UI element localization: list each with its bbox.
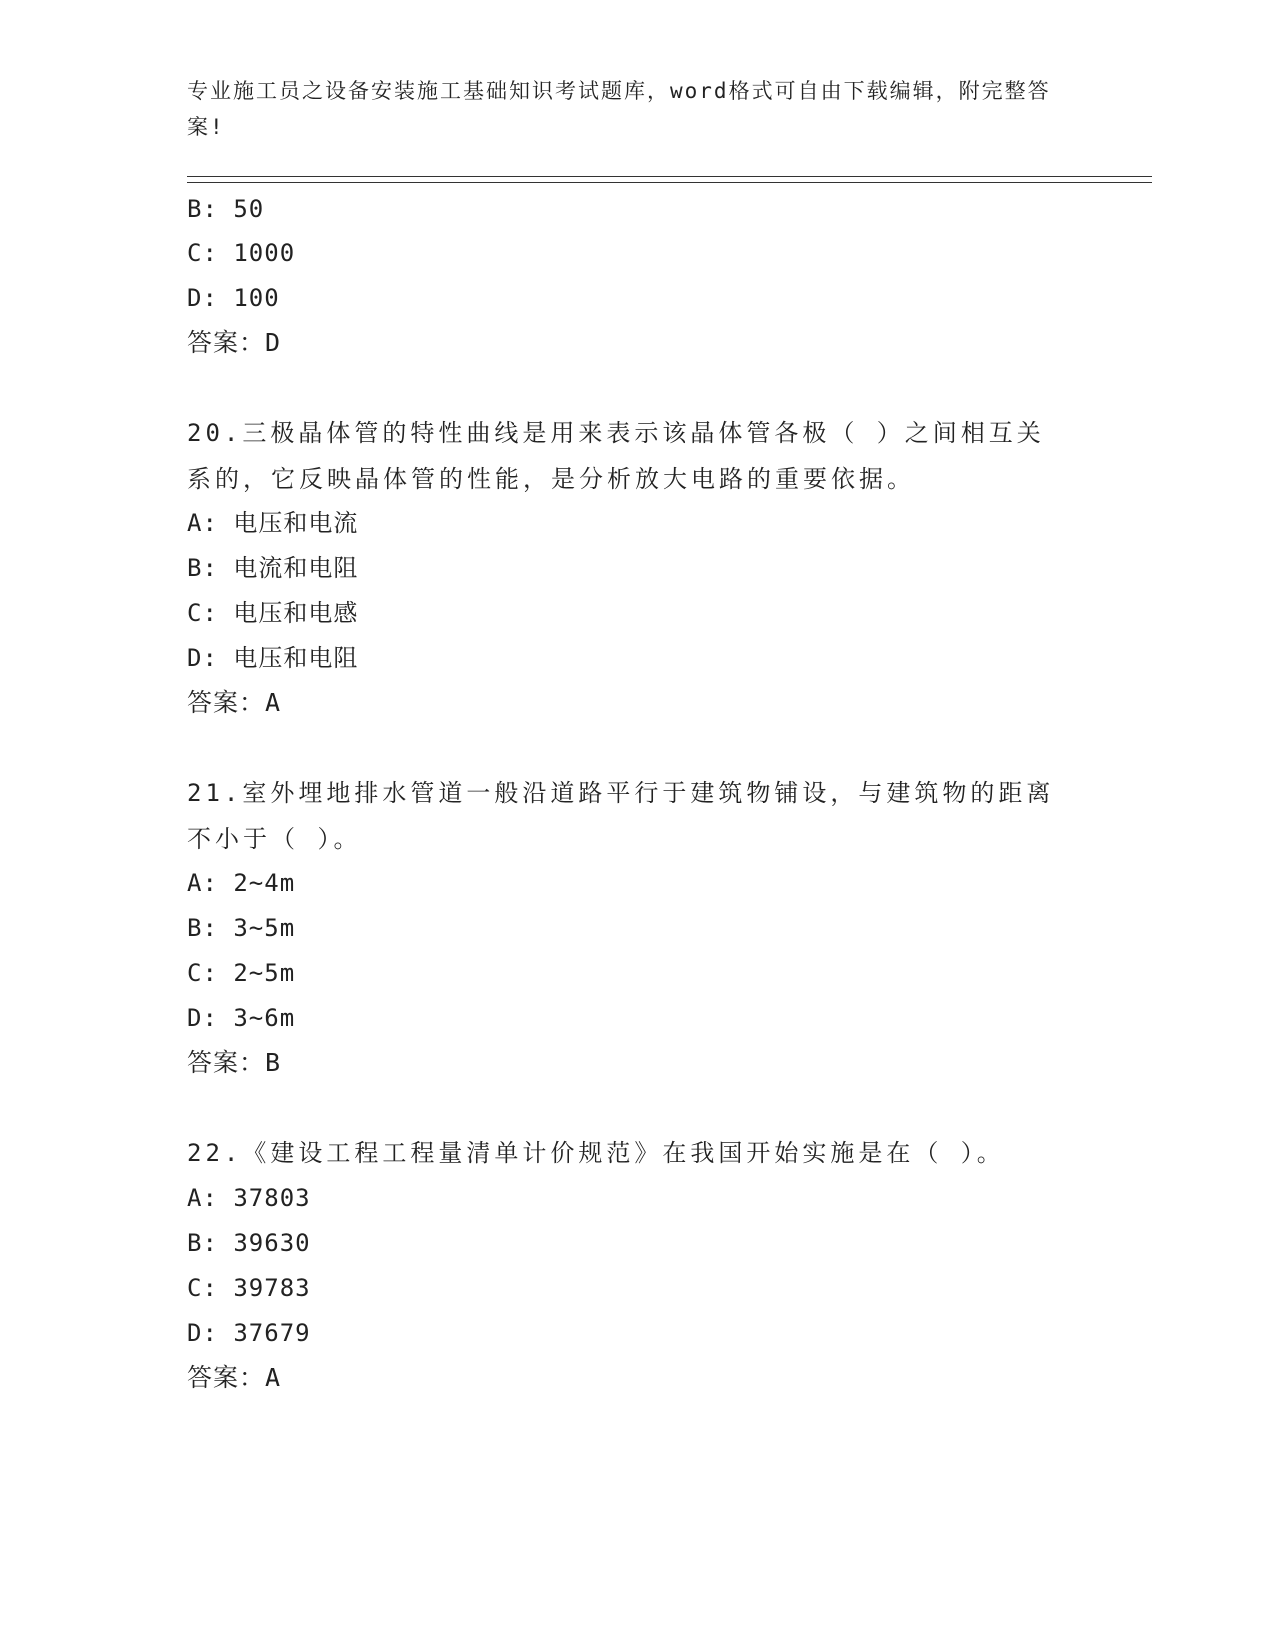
question-text: 21.室外埋地排水管道一般沿道路平行于建筑物铺设，与建筑物的距离不小于（ ）。 — [187, 779, 1055, 853]
question-text: 22.《建设工程工程量清单计价规范》在我国开始实施是在（ ）。 — [187, 1139, 1005, 1167]
option-a: A: 电压和电流 — [187, 509, 359, 537]
answer: 答案：A — [187, 688, 282, 717]
page-header: 专业施工员之设备安装施工基础知识考试题库，word格式可自由下载编辑，附完整答案! — [187, 79, 1051, 139]
option-d: D: 37679 — [187, 1319, 311, 1347]
option-b: B: 39630 — [187, 1229, 311, 1257]
option-c: C: 电压和电感 — [187, 599, 359, 627]
answer: 答案：A — [187, 1363, 282, 1392]
option-c: C: 2~5m — [187, 959, 296, 987]
option-c: C: 1000 — [187, 239, 296, 267]
option-d: D: 100 — [187, 284, 280, 312]
header-divider-top — [187, 176, 1152, 177]
answer: 答案：D — [187, 328, 282, 357]
option-d: D: 3~6m — [187, 1004, 296, 1032]
option-b: B: 50 — [187, 195, 265, 223]
option-b: B: 3~5m — [187, 914, 296, 942]
option-a: A: 2~4m — [187, 869, 296, 897]
option-a: A: 37803 — [187, 1184, 311, 1212]
option-d: D: 电压和电阻 — [187, 644, 359, 672]
option-c: C: 39783 — [187, 1274, 311, 1302]
question-text: 20.三极晶体管的特性曲线是用来表示该晶体管各极（ ）之间相互关系的，它反映晶体管的性能，是分析放大电路的重要依据。 — [187, 419, 1045, 493]
header-divider-bottom — [187, 182, 1152, 183]
answer: 答案：B — [187, 1048, 282, 1077]
option-b: B: 电流和电阻 — [187, 554, 359, 582]
